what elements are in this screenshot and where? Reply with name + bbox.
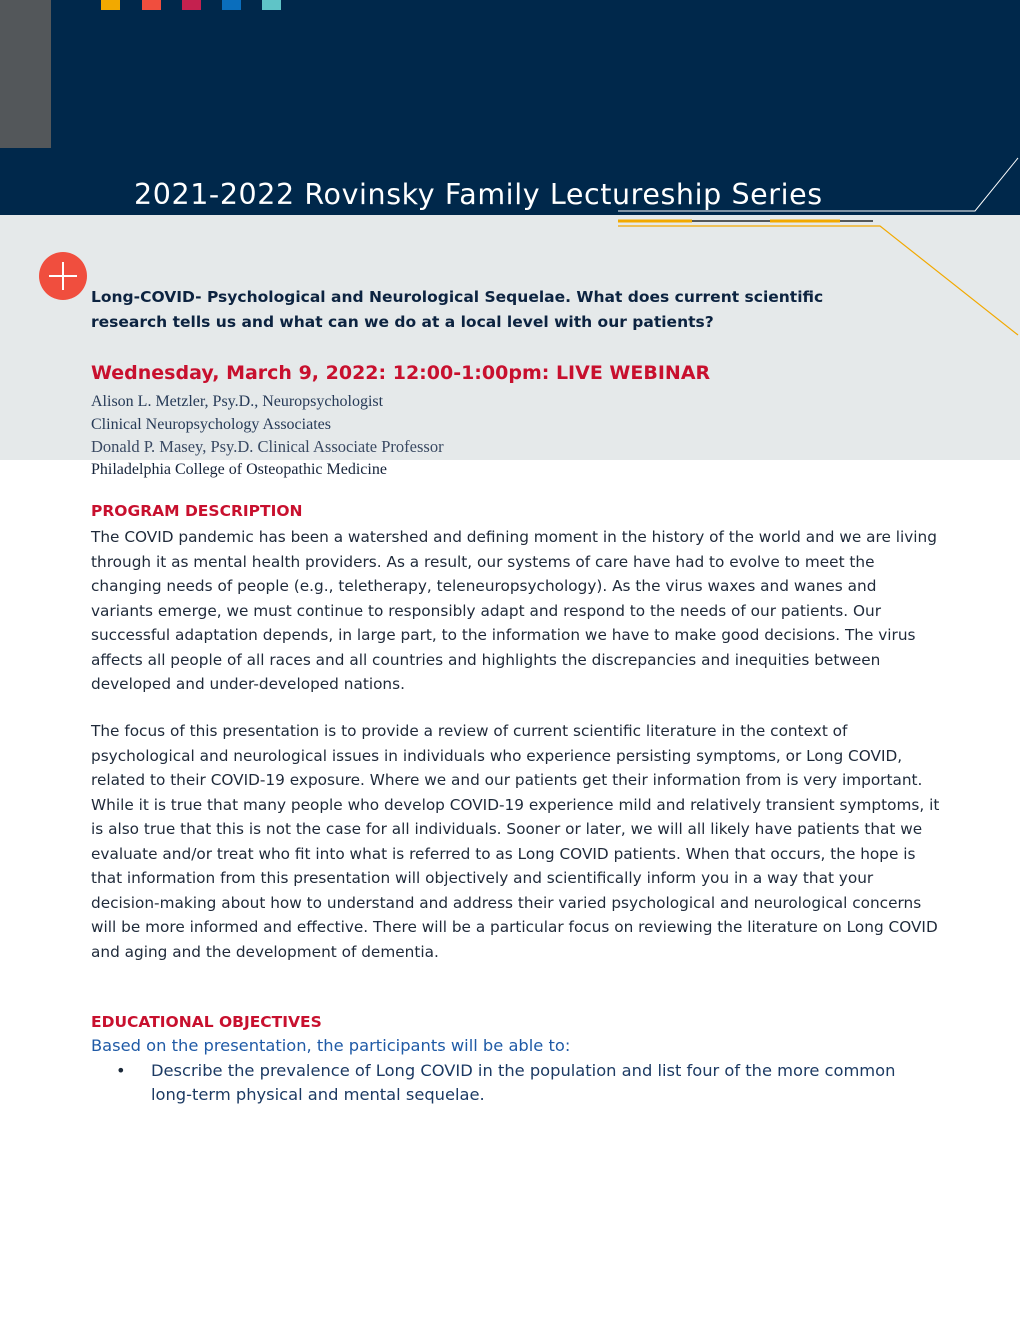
- program-paragraph: The COVID pandemic has been a watershed and defining moment in the history of the world and we are living through it as mental health providers. As a result, our systems of care have had to evolve to meet the changing needs of people (e.g., teletherapy, teleneuropsychology). As the virus waxes and wanes and variants emerge, we must continue to responsibly adapt and respond to the needs of our patients. Our successful adaptation depends, in large part, to the information we have to make good decisions. The virus affects all people of all races and all countries and highlights the discrepancies and inequities between developed and under-developed nations.: [91, 528, 937, 693]
- series-title: 2021-2022 Rovinsky Family Lectureship Series: [134, 178, 823, 211]
- program-paragraph: The focus of this presentation is to provide a review of current scientific literature in the context of psychological and neurological issues in individuals who experience persisting symptoms, or Long COVID, related to their COVID-19 exposure. Where we and our patients get their information from is very important. While it is true that many people who develop COVID-19 experience mild and relatively transient symptoms, it is also true that this is not the case for all individuals. Sooner or later, we will all likely have patients that we evaluate and/or treat who fit into what is referred to as Long COVID patients. When that occurs, the hope is that information from this presentation will objectively and scientifically inform you in a way that your decision-making about how to understand and address their varied psychological and neurological concerns will be more informed and effective. There will be a particular focus on reviewing the literature on Long COVID and aging and the development of dementia.: [91, 722, 940, 961]
- event-date-line: Wednesday, March 9, 2022: 12:00-1:00pm: LIVE WEBINAR: [91, 362, 711, 384]
- speaker-list: [91, 391, 444, 481]
- speaker-line: Alison L. Metzler, Psy.D., Neuropsychologist: [91, 393, 384, 410]
- speaker-line: Donald P. Masey, Psy.D. Clinical Associate Professor: [91, 437, 444, 456]
- objective-item: • Describe the prevalence of Long COVID in the population and list four of the more common long-term physical and mental sequelae.: [110, 1059, 900, 1107]
- educational-objectives-heading: EDUCATIONAL OBJECTIVES: [91, 1013, 322, 1031]
- speaker-line: Philadelphia College of Osteopathic Medicine: [91, 460, 387, 478]
- objectives-heading-wrap: [91, 1013, 941, 1031]
- objectives-list: [110, 1059, 900, 1107]
- program-description-heading: PROGRAM DESCRIPTION: [91, 502, 303, 520]
- talk-title: Long-COVID- Psychological and Neurological Sequelae. What does current scientific research tells us and what can we do at a local level with our patients?: [91, 288, 824, 331]
- plus-circle-icon: [39, 252, 87, 300]
- objectives-intro: Based on the presentation, the participants will be able to:: [91, 1036, 571, 1055]
- speaker-line: Clinical Neuropsychology Associates: [91, 415, 331, 433]
- program-description-heading-wrap: [91, 502, 941, 520]
